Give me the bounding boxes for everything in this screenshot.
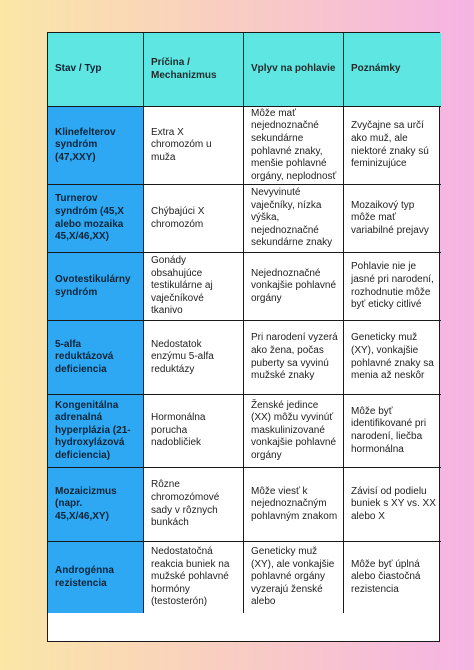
table-cell-col-notes — [344, 321, 441, 395]
cell-text: Hormonálna porucha nadobličiek — [151, 412, 206, 449]
table-cell-col-condition — [48, 321, 144, 395]
cell-text: Extra X chromozóm u muža — [151, 126, 212, 163]
cell-text: Môže viesť k nejednoznačným pohlavným znakom — [251, 485, 338, 522]
table-cell-col-effect — [244, 253, 344, 321]
table-cell-col-cause — [144, 107, 244, 185]
cell-text: 5-alfa reduktázová deficiencia — [55, 338, 114, 375]
cell-text: Nedostatočná reakcia buniek na mužské pohlavné hormóny (testosterón) — [151, 546, 230, 608]
table-cell-col-condition — [48, 542, 144, 613]
table-cell-col-notes — [344, 542, 441, 613]
header-col-notes — [344, 33, 441, 107]
cell-text: Chýbajúci X chromozóm — [151, 205, 205, 230]
cell-text: Môže mať nejednoznačné sekundárne pohlavné znaky, menšie pohlavné orgány, neplodnosť — [251, 107, 337, 182]
cell-text: Nevyvinuté vaječníky, nízka výška, nejednoznačné sekundárne znaky — [251, 187, 333, 249]
header-label: Stav / Typ — [55, 63, 102, 75]
table-cell-col-effect — [244, 542, 344, 613]
header-col-effect — [244, 33, 344, 107]
cell-text: Kongenitálna adrenalná hyperplázia (21-hydroxylázová deficiencia) — [55, 399, 131, 461]
cell-text: Ženské jedince (XX) môžu vyvinúť maskulinizované vonkajšie pohlavné orgány — [251, 399, 337, 461]
table-cell-col-effect — [244, 107, 344, 185]
cell-text: Rôzne chromozómové sady v rôznych bunkách — [151, 479, 220, 529]
cell-text: Pri narodení vyzerá ako žena, počas puberty sa vyvinú mužské znaky — [251, 332, 338, 382]
table-cell-col-cause — [144, 468, 244, 542]
table-cell-col-condition — [48, 253, 144, 321]
table-cell-col-notes — [344, 253, 441, 321]
table-cell-col-cause — [144, 395, 244, 468]
table-cell-col-effect — [244, 468, 344, 542]
cell-text: Geneticky muž (XY), vonkajšie pohlavné znaky sa menia až neskôr — [351, 332, 434, 382]
table-cell-col-condition — [48, 468, 144, 542]
table-cell-col-notes — [344, 395, 441, 468]
table-cell-col-effect — [244, 395, 344, 468]
cell-text: Klinefelterov syndróm (47,XXY) — [55, 126, 116, 163]
cell-text: Zvyčajne sa určí ako muž, ale niektoré znaky sú feminizujúce — [351, 120, 429, 170]
cell-text: Môže byť identifikované pri narodení, liečba hormonálna — [351, 405, 427, 455]
cell-text: Nejednoznačné vonkajšie pohlavné orgány — [251, 267, 337, 304]
table-cell-col-effect — [244, 185, 344, 253]
header-label: Vplyv na pohlavie — [251, 63, 336, 75]
cell-text: Gonády obsahujúce testikulárne aj vaječníkové tkanivo — [151, 255, 213, 317]
cell-text: Mozaikový typ môže mať variabilné prejavy — [351, 199, 429, 236]
cell-text: Môže byť úplná alebo čiastočná rezistencia — [351, 558, 421, 595]
header-col-cause — [144, 33, 244, 107]
cell-text: Nedostatok enzýmu 5-alfa reduktázy — [151, 338, 214, 375]
cell-text: Geneticky muž (XY), ale vonkajšie pohlavné orgány vyzerajú ženské alebo — [251, 546, 335, 608]
table-cell-col-notes — [344, 468, 441, 542]
table-cell-col-effect — [244, 321, 344, 395]
table-cell-col-notes — [344, 107, 441, 185]
cell-text: Androgénna rezistencia — [55, 564, 114, 589]
cell-text: Mozaicizmus (napr. 45,X/46,XY) — [55, 485, 117, 522]
cell-text: Turnerov syndróm (45,X alebo mozaika 45,X/46,XX) — [55, 193, 124, 243]
cell-text: Pohlavie nie je jasné pri narodení, rozhodnutie môže byť eticky citlivé — [351, 261, 434, 311]
table-cell-col-notes — [344, 185, 441, 253]
table-cell-col-cause — [144, 542, 244, 613]
table-cell-col-condition — [48, 395, 144, 468]
table-cell-col-condition — [48, 185, 144, 253]
header-col-condition — [48, 33, 144, 107]
header-label: Príčina / Mechanizmus — [151, 56, 217, 81]
table-cell-col-cause — [144, 321, 244, 395]
table-cell-col-cause — [144, 185, 244, 253]
conditions-table — [47, 32, 440, 642]
cell-text: Ovotestikulárny syndróm — [55, 273, 131, 298]
cell-text: Závisí od podielu buniek s XY vs. XX alebo X — [351, 485, 436, 522]
table-cell-col-cause — [144, 253, 244, 321]
header-label: Poznámky — [351, 63, 401, 75]
table-cell-col-condition — [48, 107, 144, 185]
